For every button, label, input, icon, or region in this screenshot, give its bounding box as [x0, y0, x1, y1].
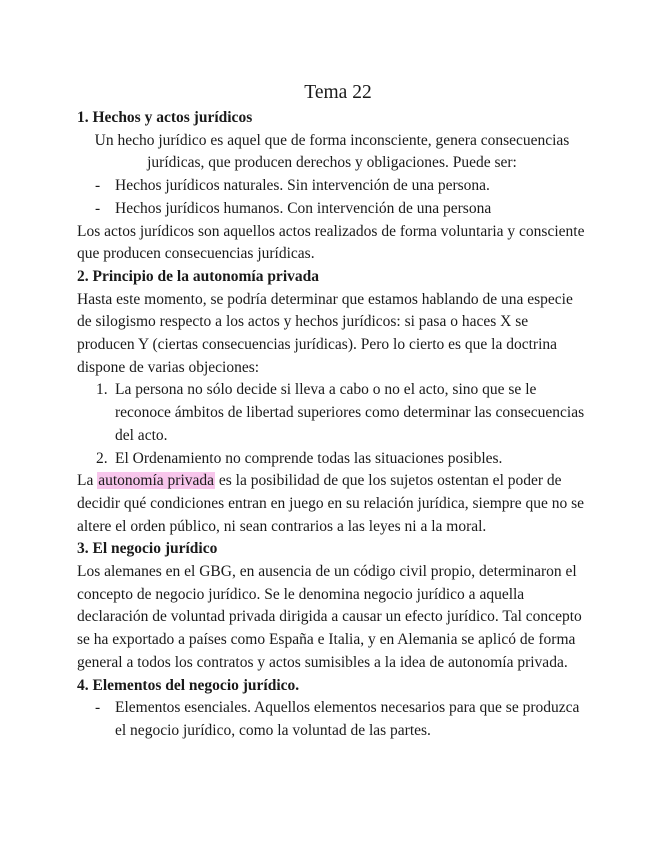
list-item-text: El Ordenamiento no comprende todas las situaciones posibles. — [115, 449, 503, 467]
section-1-outro: Los actos jurídicos son aquellos actos realizados de forma voluntaria y consciente que producen consecuencias jurídicas. — [77, 222, 585, 263]
section-4-heading: 4. Elementos del negocio jurídico. — [77, 676, 300, 694]
list-item — [77, 448, 587, 471]
dash-marker: - — [95, 177, 101, 195]
list-item — [77, 198, 587, 221]
dash-marker: - — [95, 199, 101, 217]
list-item-text: Hechos jurídicos humanos. Con intervención de una persona — [115, 199, 492, 217]
document-content — [77, 80, 587, 743]
list-item — [77, 379, 587, 447]
section-3-heading: 3. El negocio jurídico — [77, 540, 218, 558]
list-item-text: La persona no sólo decide si lleva a cabo o no el acto, sino que se le reconoce ámbitos de libertad superiores como determinar las consecuencias del acto. — [115, 381, 585, 444]
list-item-text: Hechos jurídicos naturales. Sin intervención de una persona. — [115, 177, 490, 195]
list-item-text: Elementos esenciales. Aquellos elementos necesarios para que se produzca el negocio jurídico, como la voluntad de las partes. — [115, 699, 580, 739]
definition-text: es la posibilidad de que los sujetos ostentan el poder de decidir qué condiciones entran en juego en su relación jurídica, siempre que no se altere el orden público, ni sean contrarios a las leyes ni a la moral. — [77, 472, 585, 535]
autonomy-definition — [77, 470, 587, 538]
definition-prefix: La — [77, 472, 98, 490]
highlighted-term: autonomía privada — [98, 472, 215, 490]
section-1-heading: 1. Hechos y actos jurídicos — [77, 109, 253, 126]
section-1-intro: Un hecho jurídico es aquel que de forma inconsciente, genera consecuencias jurídicas, que producen derechos y obligaciones. Puede ser: — [94, 131, 570, 172]
section-4-list — [77, 697, 587, 742]
section-3-body: Los alemanes en el GBG, en ausencia de un código civil propio, determinaron el concepto de negocio jurídico. Se le denomina negocio jurídico a aquella declaración de voluntad privada dirigida a causar un efecto jurídico. Tal concepto se ha exportado a países como España e Italia, y en Alemania se aplicó de forma general a todos los contratos y actos sumisibles a la idea de autonomía privada. — [77, 563, 582, 671]
section-2-list — [77, 379, 587, 470]
section-2-heading: 2. Principio de la autonomía privada — [77, 267, 319, 285]
number-marker: 1. — [96, 381, 108, 399]
page-title: Tema 22 — [304, 82, 372, 103]
dash-marker: - — [95, 699, 101, 717]
section-1-list — [77, 175, 587, 220]
list-item — [77, 697, 587, 742]
section-2-intro: Hasta este momento, se podría determinar que estamos hablando de una especie de silogismo respecto a los actos y hechos jurídicos: si pasa o haces X se producen Y (ciertas consecuencias jurídicas). Pero lo cierto es que la doctrina dispone de varias objeciones: — [77, 290, 573, 376]
number-marker: 2. — [96, 449, 108, 467]
list-item — [77, 175, 587, 198]
